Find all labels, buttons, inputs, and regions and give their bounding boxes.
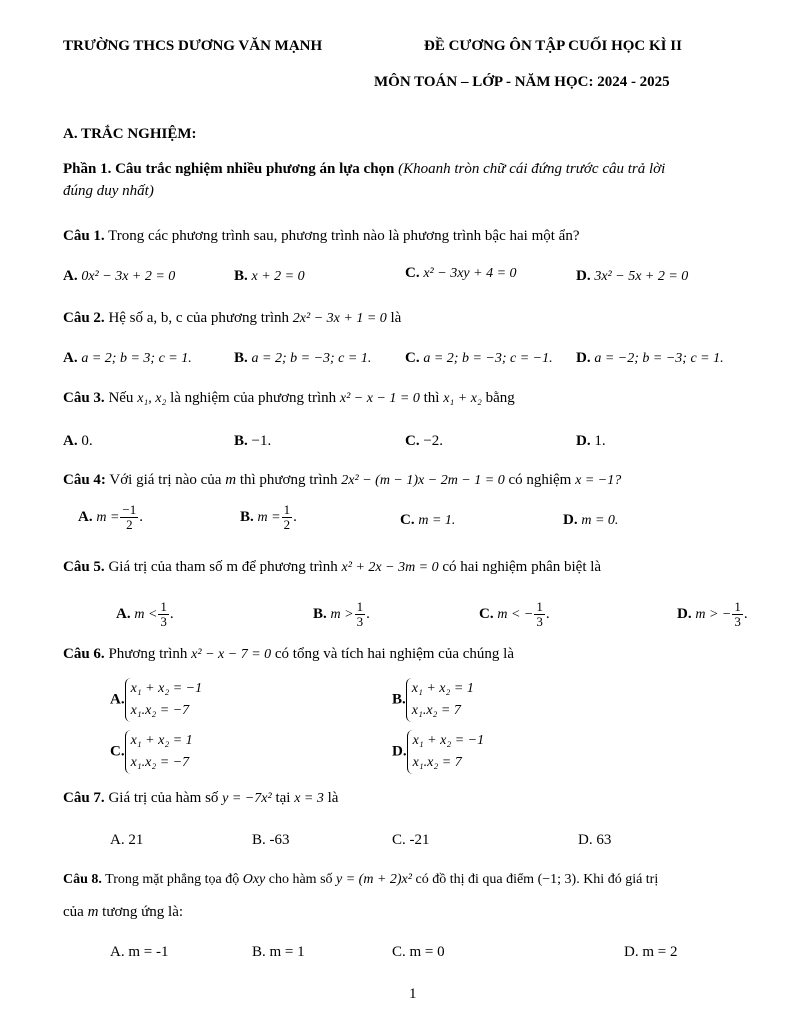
document-title: ĐỀ CƯƠNG ÔN TẬP CUỐI HỌC KÌ II: [424, 38, 682, 54]
option-letter: A.: [78, 508, 93, 525]
option-letter: B.: [392, 691, 406, 708]
option-letter: B.: [234, 268, 248, 284]
option-letter: C.: [479, 605, 494, 622]
question-7: [63, 790, 338, 807]
option-math: m > −: [695, 606, 732, 622]
q8-option-b[interactable]: B. m = 1: [252, 944, 305, 960]
equation-system: [125, 678, 203, 722]
q4-root: x = −1?: [575, 473, 622, 488]
option-letter: C.: [405, 433, 420, 449]
question-3: [63, 390, 515, 407]
q8-oxy: Oxy: [242, 872, 266, 887]
question-4: [63, 472, 621, 489]
q4-variable: m: [225, 472, 237, 488]
q2-label: Câu 2.: [63, 310, 105, 326]
option-math: x + 2 = 0: [251, 269, 305, 284]
option-math: −1.: [251, 433, 272, 449]
fraction-numerator: 1: [160, 599, 167, 614]
question-8-cont: [63, 904, 183, 921]
option-letter: B.: [313, 605, 327, 622]
option-letter: C.: [400, 512, 415, 528]
equation-system: [125, 730, 193, 774]
fraction: [355, 600, 366, 629]
q6-option-a[interactable]: [110, 678, 202, 722]
q7-option-d[interactable]: D. 63: [578, 832, 612, 848]
part1-instruction: (Khoanh tròn chữ cái đứng trước câu trả lời: [398, 161, 666, 177]
page-number: 1: [409, 986, 417, 1002]
q7-label: Câu 7.: [63, 790, 105, 806]
fraction-numerator: 1: [734, 599, 741, 614]
q4-text: Với giá trị nào của: [109, 472, 222, 488]
q2-option-a[interactable]: [63, 350, 192, 367]
question-8: [63, 872, 658, 888]
q6-label: Câu 6.: [63, 646, 105, 662]
question-5: [63, 559, 601, 576]
q8-text: cho hàm số: [268, 872, 333, 887]
fraction-denominator: 2: [126, 517, 133, 532]
q5-text: Giá trị của tham số m để phương trình: [108, 559, 338, 575]
q3-sum: x₁ + x₂: [443, 391, 482, 406]
q4-label: Câu 4:: [63, 472, 106, 488]
q6-text: Phương trình: [108, 646, 188, 662]
option-math: −2.: [423, 433, 444, 449]
q6-option-c[interactable]: [110, 730, 193, 774]
q7-function: y = −7x²: [222, 791, 272, 806]
q7-tail: là: [327, 790, 339, 806]
q3-text: Nếu: [108, 390, 134, 406]
option-letter: B.: [234, 350, 248, 366]
q3-option-a[interactable]: [63, 433, 93, 450]
q5-option-b[interactable]: B. m > $\frac{1}{3}$ .: [313, 599, 370, 629]
option-math: 0.: [81, 433, 93, 449]
q3-option-c[interactable]: [405, 433, 443, 450]
option-math: m =: [257, 509, 281, 525]
q2-option-b[interactable]: [234, 350, 371, 367]
q3-label: Câu 3.: [63, 390, 105, 406]
q1-option-d[interactable]: [576, 268, 688, 285]
fraction-numerator: 1: [536, 599, 543, 614]
q2-option-c[interactable]: [405, 350, 553, 367]
q8-text: tương ứng là:: [102, 904, 184, 920]
option-math: a = −2; b = −3; c = 1.: [594, 351, 724, 366]
fraction-numerator: 1: [356, 599, 364, 614]
q5-option-c[interactable]: C. m < − $\frac{1}{3}$ .: [479, 599, 550, 629]
q8-variable: m: [87, 904, 99, 920]
q4-option-a[interactable]: A. m = $\frac{-1}{2}$ .: [78, 502, 143, 532]
option-math: 3x² − 5x + 2 = 0: [594, 269, 689, 284]
q4-text: thì phương trình: [239, 472, 338, 488]
option-math: 0x² − 3x + 2 = 0: [81, 269, 176, 284]
equation-system: [407, 730, 485, 774]
option-letter: A.: [63, 350, 78, 366]
fraction-denominator: 3: [734, 614, 741, 629]
q4-option-b[interactable]: B. m = $\frac{1}{2}$ .: [240, 502, 297, 532]
q7-x-value: x = 3: [294, 791, 324, 806]
fraction: [282, 503, 293, 532]
fraction-denominator: 3: [356, 614, 364, 629]
option-letter: D.: [576, 433, 591, 449]
school-name: TRƯỜNG THCS DƯƠNG VĂN MẠNH: [63, 38, 323, 54]
fraction: [732, 600, 743, 629]
equation-system: [406, 678, 474, 722]
q3-equation: x² − x − 1 = 0: [339, 391, 420, 406]
option-letter: B.: [234, 433, 248, 449]
q8-text: . Khi đó giá trị: [576, 872, 659, 887]
q5-option-d[interactable]: D. m > − $\frac{1}{3}$ .: [677, 599, 748, 629]
section-a-heading: A. TRẮC NGHIỆM:: [63, 126, 197, 142]
q2-text: Hệ số a, b, c của phương trình: [108, 310, 290, 326]
option-letter: D.: [677, 605, 692, 622]
q8-text: có đồ thị đi qua điểm: [415, 872, 535, 887]
q1-option-c[interactable]: [405, 265, 517, 282]
option-letter: A.: [63, 433, 78, 449]
q4-equation: 2x² − (m − 1)x − 2m − 1 = 0: [341, 473, 505, 488]
q8-function: y = (m + 2)x²: [336, 872, 412, 887]
q3-vars: x₁, x₂: [137, 391, 167, 406]
option-math: a = 2; b = −3; c = −1.: [423, 351, 553, 366]
q7-text: Giá trị của hàm số: [108, 790, 219, 806]
q8-text: Trong mặt phẳng tọa độ: [105, 872, 240, 887]
q7-option-a[interactable]: A. 21: [110, 832, 144, 848]
q4-text: có nghiệm: [508, 472, 572, 488]
fraction: [120, 503, 138, 532]
option-letter: D.: [576, 268, 591, 284]
option-math: x² − 3xy + 4 = 0: [423, 266, 517, 281]
option-math: a = 2; b = 3; c = 1.: [81, 351, 192, 366]
fraction-numerator: −1: [122, 502, 137, 517]
system-sum: x₁ + x₂ = −1: [130, 681, 203, 696]
option-letter: D.: [576, 350, 591, 366]
q8-point: (−1; 3): [537, 872, 577, 887]
question-2: [63, 310, 401, 327]
q8-option-a[interactable]: A. m = -1: [110, 944, 169, 960]
q3-option-d[interactable]: [576, 433, 606, 450]
option-letter: A.: [110, 691, 125, 708]
option-letter: A.: [63, 268, 78, 284]
q8-label: Câu 8.: [63, 872, 102, 887]
q2-equation: 2x² − 3x + 1 = 0: [292, 311, 387, 326]
option-letter: D.: [392, 743, 407, 760]
part1-heading: [63, 161, 665, 178]
fraction-numerator: 1: [283, 502, 291, 517]
system-product: x₁.x₂ = 7: [411, 703, 461, 718]
q4-option-d[interactable]: [563, 512, 618, 529]
system-product: x₁.x₂ = 7: [412, 755, 462, 770]
option-letter: C.: [405, 350, 420, 366]
option-letter: B.: [240, 508, 254, 525]
option-math: m >: [330, 606, 354, 622]
q7-text: tại: [275, 790, 291, 806]
question-1: [63, 228, 579, 245]
q8-text: của: [63, 904, 84, 920]
option-math: m < −: [497, 606, 534, 622]
q6-option-b[interactable]: [392, 678, 474, 722]
fraction-denominator: 2: [283, 517, 291, 532]
fraction: [158, 600, 169, 629]
q1-label: Câu 1.: [63, 228, 105, 244]
subject-line: MÔN TOÁN – LỚP - NĂM HỌC: 2024 - 2025: [374, 74, 670, 90]
option-math: a = 2; b = −3; c = 1.: [251, 351, 372, 366]
q8-option-c[interactable]: C. m = 0: [392, 944, 445, 960]
system-product: x₁.x₂ = −7: [130, 755, 190, 770]
q5-tail: có hai nghiệm phân biệt là: [442, 559, 602, 575]
part1-title: Phần 1. Câu trắc nghiệm nhiều phương án lựa chọn: [63, 161, 395, 177]
q2-option-d[interactable]: [576, 350, 724, 367]
q3-text: là nghiệm của phương trình: [170, 390, 337, 406]
q3-text: bằng: [485, 390, 515, 406]
q8-option-d[interactable]: D. m = 2: [624, 944, 678, 960]
fraction-denominator: 3: [160, 614, 167, 629]
option-math: m <: [134, 606, 158, 622]
q4-option-c[interactable]: [400, 512, 455, 529]
q5-option-a[interactable]: A. m < $\frac{1}{3}$ .: [116, 599, 174, 629]
system-sum: x₁ + x₂ = 1: [411, 681, 474, 696]
q1-option-b[interactable]: [234, 268, 305, 285]
q6-equation: x² − x − 7 = 0: [191, 647, 272, 662]
option-letter: C.: [110, 743, 125, 760]
option-math: m = 1.: [418, 513, 456, 528]
q2-tail: là: [390, 310, 402, 326]
q3-option-b[interactable]: [234, 433, 271, 450]
q5-label: Câu 5.: [63, 559, 105, 575]
option-math: m = 0.: [581, 513, 619, 528]
q3-text: thì: [423, 390, 440, 406]
q7-option-c[interactable]: C. -21: [392, 832, 430, 848]
question-6: [63, 646, 514, 663]
part1-instruction-cont: đúng duy nhất): [63, 183, 154, 199]
q6-option-d[interactable]: [392, 730, 484, 774]
q5-equation: x² + 2x − 3m = 0: [341, 560, 439, 575]
q1-option-a[interactable]: [63, 268, 175, 285]
q1-text: Trong các phương trình sau, phương trình nào là phương trình bậc hai một ẩn?: [108, 228, 580, 244]
fraction: [534, 600, 545, 629]
q6-tail: có tổng và tích hai nghiệm của chúng là: [274, 646, 514, 662]
system-product: x₁.x₂ = −7: [130, 703, 190, 718]
system-sum: x₁ + x₂ = −1: [412, 733, 485, 748]
q7-option-b[interactable]: B. -63: [252, 832, 290, 848]
fraction-denominator: 3: [536, 614, 543, 629]
option-letter: C.: [405, 265, 420, 281]
option-letter: D.: [563, 512, 578, 528]
option-math: m =: [96, 509, 120, 525]
system-sum: x₁ + x₂ = 1: [130, 733, 193, 748]
option-math: 1.: [594, 433, 606, 449]
option-letter: A.: [116, 605, 131, 622]
